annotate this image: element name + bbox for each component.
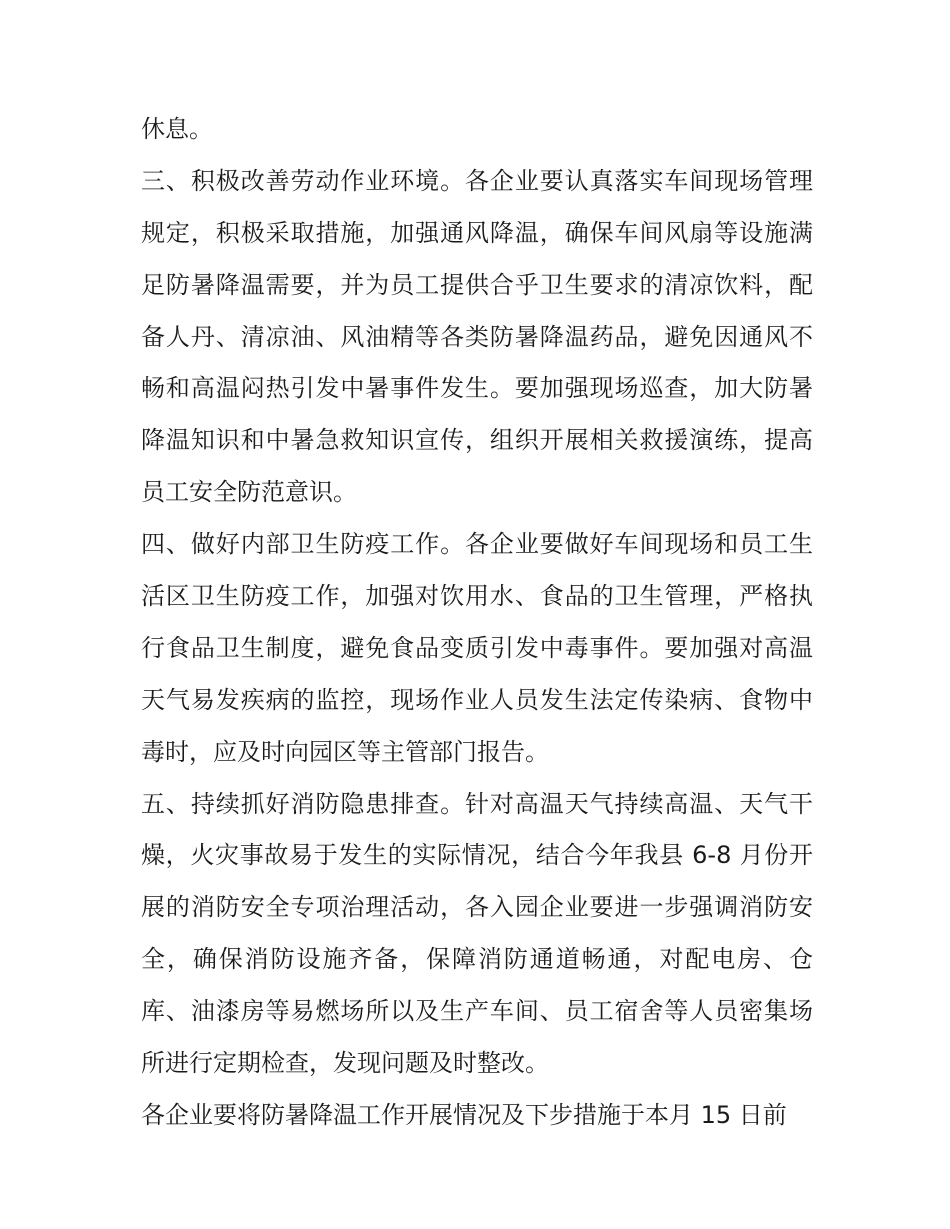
paragraph-section-three — [141, 156, 813, 519]
text-line: 毒时，应及时向园区等主管部门报告。 — [141, 737, 549, 766]
text-line: 员工安全防范意识。 — [141, 478, 357, 507]
text-line: 四、做好内部卫生防疫工作。各企业要做好车间现场和员工生 — [141, 530, 813, 559]
paragraph-section-four — [141, 519, 813, 778]
text-line: 全，确保消防设施齐备，保障消防通道畅通，对配电房、仓 — [141, 945, 813, 974]
text-line: 备人丹、清凉油、风油精等各类防暑降温药品，避免因通风不 — [141, 322, 813, 351]
text-line: 天气易发疾病的监控，现场作业人员发生法定传染病、食物中 — [141, 685, 813, 714]
text-line: 各企业要将防暑降温工作开展情况及下步措施于本月 15 日前 — [141, 1100, 787, 1129]
text-line: 休息。 — [141, 115, 213, 143]
text-line: 三、积极改善劳动作业环境。各企业要认真落实车间现场管理 — [141, 166, 813, 195]
document-body — [141, 104, 813, 1142]
text-line: 畅和高温闷热引发中暑事件发生。要加强现场巡查，加大防暑 — [141, 374, 813, 403]
paragraph-section-five — [141, 779, 813, 1090]
text-line: 五、持续抓好消防隐患排查。针对高温天气持续高温、天气干 — [141, 789, 813, 818]
text-line: 活区卫生防疫工作，加强对饮用水、食品的卫生管理，严格执 — [141, 582, 813, 611]
text-line: 所进行定期检查，发现问题及时整改。 — [141, 1049, 549, 1078]
text-line: 燥，火灾事故易于发生的实际情况，结合今年我县 6-8 月份开 — [141, 841, 813, 870]
text-line: 足防暑降温需要，并为员工提供合乎卫生要求的清凉饮料，配 — [141, 270, 813, 299]
text-line: 展的消防安全专项治理活动，各入园企业要进一步强调消防安 — [141, 893, 813, 922]
text-line: 规定，积极采取措施，加强通风降温，确保车间风扇等设施满 — [141, 218, 813, 247]
paragraph-closing — [141, 1090, 813, 1142]
text-line: 行食品卫生制度，避免食品变质引发中毒事件。要加强对高温 — [141, 633, 813, 662]
text-line: 库、油漆房等易燃场所以及生产车间、员工宿舍等人员密集场 — [141, 997, 813, 1026]
paragraph-continuation — [141, 104, 813, 156]
text-line: 降温知识和中暑急救知识宣传，组织开展相关救援演练，提高 — [141, 426, 813, 455]
